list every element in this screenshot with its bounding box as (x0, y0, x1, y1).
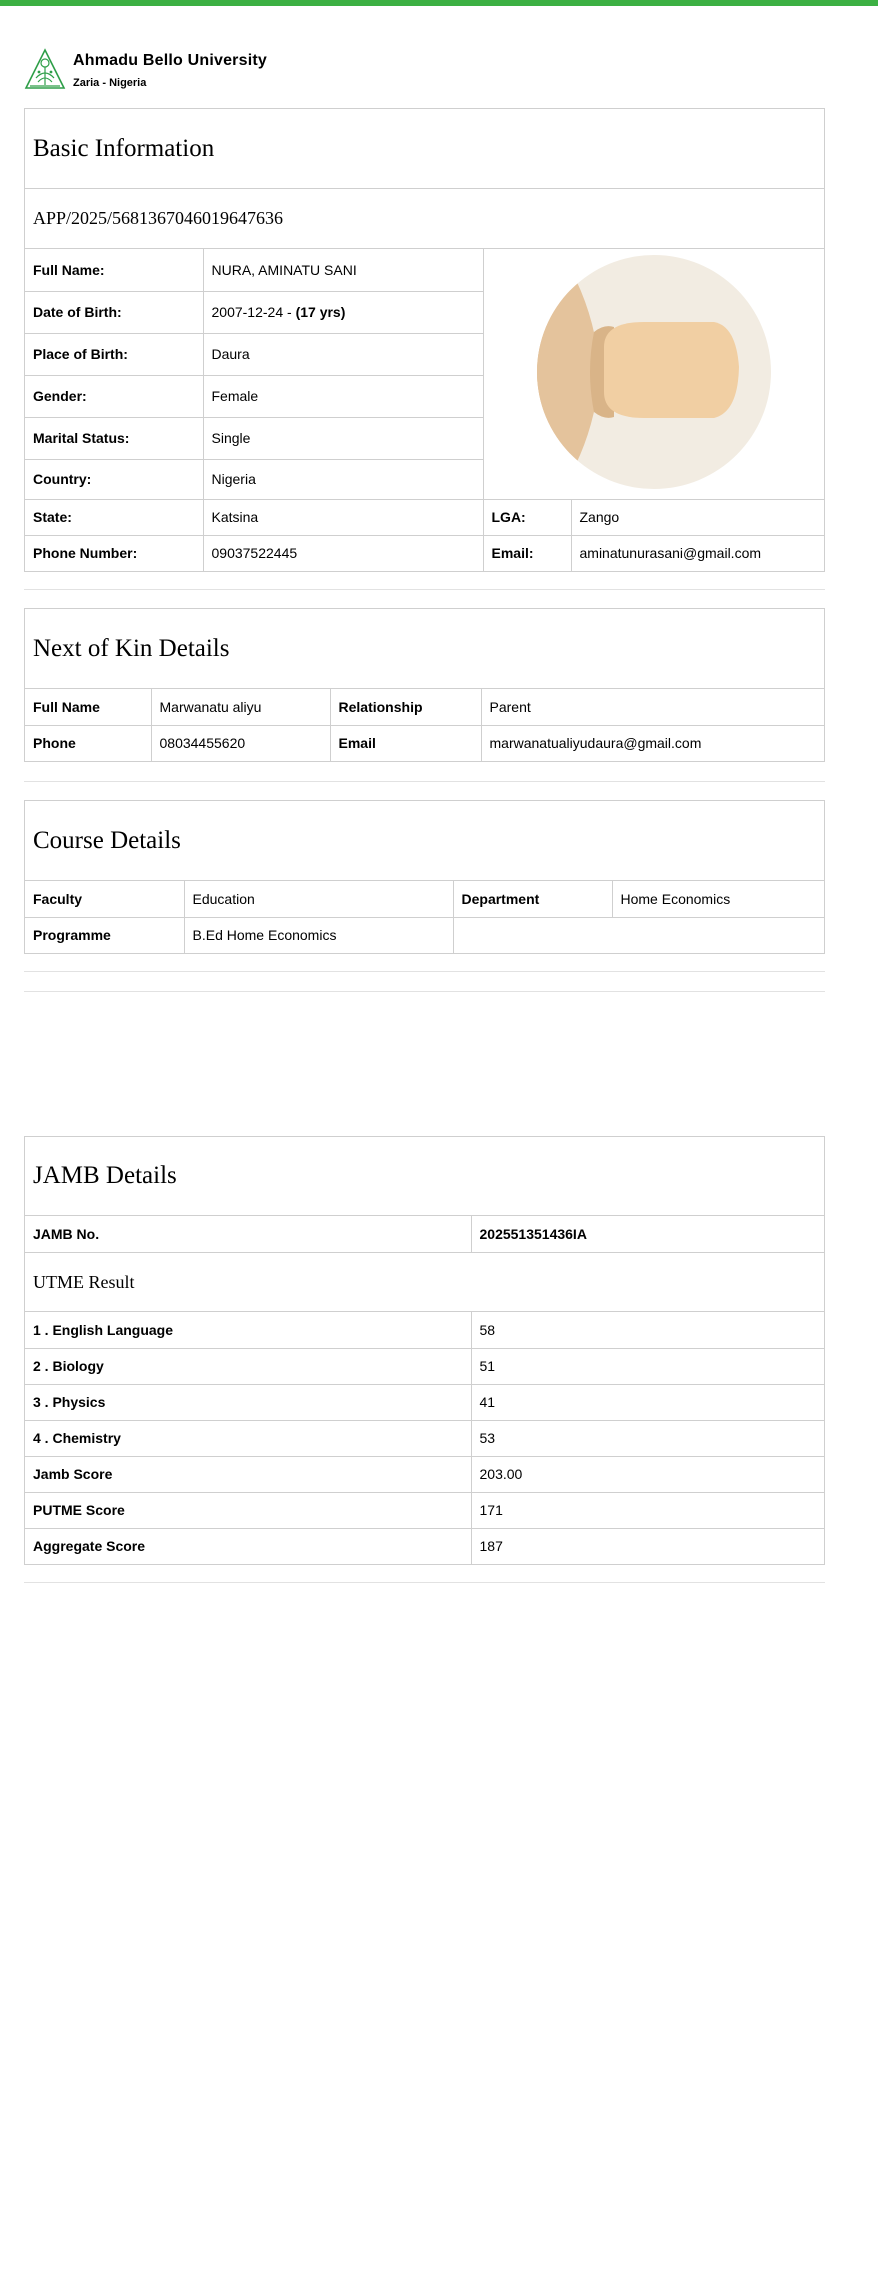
putme-score-value: 171 (471, 1492, 824, 1528)
state-label: State: (25, 499, 203, 535)
subject-label: 1 . English Language (25, 1312, 471, 1348)
basic-information-title: Basic Information (25, 109, 824, 189)
place-of-birth-label: Place of Birth: (25, 333, 203, 375)
application-number: APP/2025/5681367046019647636 (25, 189, 824, 249)
table-row (25, 1492, 824, 1528)
abu-crest-logo-icon (24, 48, 66, 90)
passport-photo-placeholder-icon (534, 252, 774, 492)
kin-relationship-label: Relationship (330, 689, 481, 725)
gender-label: Gender: (25, 375, 203, 417)
lga-label: LGA: (483, 499, 571, 535)
basic-information-card (24, 108, 825, 572)
divider (24, 971, 825, 972)
basic-information-table (25, 249, 824, 571)
gender-value: Female (203, 375, 483, 417)
passport-photo-cell (483, 249, 824, 499)
faculty-value: Education (184, 881, 453, 917)
subject-label: 3 . Physics (25, 1384, 471, 1420)
programme-label: Programme (25, 917, 184, 953)
kin-phone-label: Phone (25, 725, 151, 761)
kin-email-value: marwanatualiyudaura@gmail.com (481, 725, 824, 761)
kin-name-label: Full Name (25, 689, 151, 725)
jamb-score-label: Jamb Score (25, 1456, 471, 1492)
aggregate-score-value: 187 (471, 1528, 824, 1564)
putme-score-label: PUTME Score (25, 1492, 471, 1528)
table-row (25, 1528, 824, 1564)
dob-date: 2007-12-24 (211, 304, 284, 320)
faculty-label: Faculty (25, 881, 184, 917)
subject-label: 2 . Biology (25, 1348, 471, 1384)
phone-number-label: Phone Number: (25, 535, 203, 571)
subject-score: 51 (471, 1348, 824, 1384)
country-label: Country: (25, 459, 203, 499)
dob-separator: - (283, 304, 296, 320)
subject-score: 58 (471, 1312, 824, 1348)
subject-score: 53 (471, 1420, 824, 1456)
table-row (25, 1384, 824, 1420)
email-value: aminatunurasani@gmail.com (571, 535, 824, 571)
next-of-kin-card (24, 608, 825, 762)
page-header (24, 46, 844, 94)
marital-status-value: Single (203, 417, 483, 459)
table-row (25, 1456, 824, 1492)
email-label: Email: (483, 535, 571, 571)
jamb-number-value: 202551351436IA (471, 1216, 824, 1252)
jamb-number-table (25, 1216, 824, 1252)
subject-score: 41 (471, 1384, 824, 1420)
dob-age: (17 yrs) (295, 304, 346, 320)
kin-relationship-value: Parent (481, 689, 824, 725)
jamb-number-label: JAMB No. (25, 1216, 471, 1252)
empty-cell (453, 917, 824, 953)
divider (24, 1582, 825, 1583)
divider (24, 589, 825, 590)
full-name-value: NURA, AMINATU SANI (203, 249, 483, 291)
next-of-kin-title: Next of Kin Details (25, 609, 824, 689)
course-details-card (24, 800, 825, 954)
date-of-birth-value (203, 291, 483, 333)
programme-value: B.Ed Home Economics (184, 917, 453, 953)
table-row (25, 1312, 824, 1348)
divider (24, 781, 825, 782)
jamb-details-card (24, 1136, 825, 1565)
aggregate-score-label: Aggregate Score (25, 1528, 471, 1564)
course-details-table (25, 881, 824, 953)
course-details-title: Course Details (25, 801, 824, 881)
country-value: Nigeria (203, 459, 483, 499)
department-value: Home Economics (612, 881, 824, 917)
utme-result-title: UTME Result (25, 1252, 824, 1312)
lga-value: Zango (571, 499, 824, 535)
next-of-kin-table (25, 689, 824, 761)
top-accent-bar (0, 0, 878, 6)
utme-result-table (25, 1312, 824, 1564)
university-location: Zaria - Nigeria (73, 77, 147, 89)
state-value: Katsina (203, 499, 483, 535)
kin-email-label: Email (330, 725, 481, 761)
jamb-details-title: JAMB Details (25, 1137, 824, 1216)
table-row (25, 1348, 824, 1384)
phone-number-value: 09037522445 (203, 535, 483, 571)
full-name-label: Full Name: (25, 249, 203, 291)
subject-label: 4 . Chemistry (25, 1420, 471, 1456)
kin-name-value: Marwanatu aliyu (151, 689, 330, 725)
university-name: Ahmadu Bello University (73, 52, 267, 69)
table-row (25, 1420, 824, 1456)
date-of-birth-label: Date of Birth: (25, 291, 203, 333)
place-of-birth-value: Daura (203, 333, 483, 375)
marital-status-label: Marital Status: (25, 417, 203, 459)
department-label: Department (453, 881, 612, 917)
jamb-score-value: 203.00 (471, 1456, 824, 1492)
kin-phone-value: 08034455620 (151, 725, 330, 761)
divider (24, 991, 825, 992)
